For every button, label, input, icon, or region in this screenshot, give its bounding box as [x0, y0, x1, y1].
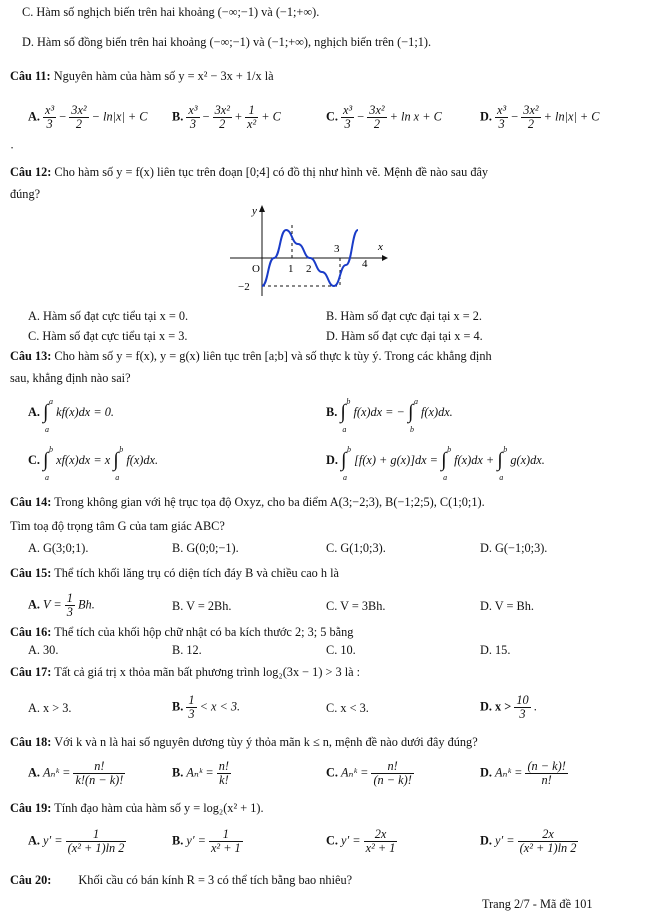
q12-line2: đúng? [10, 187, 41, 201]
q19-option-b: B. y′ = $\frac{1}{\text{x² + 1}}$ [172, 827, 241, 855]
q13-option-a: A. a ∫ a kf(x)dx = 0. [28, 397, 114, 434]
q13-line2: sau, khẳng định nào sai? [10, 371, 131, 385]
q16-option-b: B. 12. [172, 643, 202, 657]
graph-y-arrow [259, 205, 265, 212]
q11-label: Câu 11: [10, 69, 51, 83]
q12: Câu 12: Cho hàm số y = f(x) liên tục trên đoạn [0;4] có đồ thị như hình vẽ. Mệnh đề nào sau đây [10, 165, 489, 179]
stray-dot: · [10, 141, 15, 155]
q15: Câu 15: Thể tích khối lăng trụ có diện tích đáy B và chiều cao h là [10, 566, 339, 580]
q14-option-b: B. G(0;0;−1). [172, 541, 239, 555]
q19-option-d: D. y′ = $\frac{2x}{\text{(x² + 1)ln 2}}$ [480, 827, 577, 855]
q11 [10, 68, 274, 84]
q11-option-b: B. $\frac{\text{x³}}{3}$ − $\frac{\text{3x²}}{2}$ + $\frac{1}{\text{x²}}$ + C [172, 103, 281, 131]
q12-graph [222, 200, 392, 300]
q17-option-a: A. x > 3. [28, 701, 72, 715]
q14-line2: Tìm toạ độ trọng tâm G của tam giác ABC? [10, 519, 225, 533]
graph-x-arrow [382, 255, 388, 261]
q14-option-c: C. G(1;0;3). [326, 541, 386, 555]
graph-tick-1: 1 [288, 263, 294, 275]
q13-option-b: B. b ∫ a f(x)dx = − a ∫ b f(x)dx. [326, 397, 453, 434]
graph-tick-ym2: −2 [238, 281, 250, 293]
q13-option-c: C. b ∫ a xf(x)dx = x b ∫ a f(x)dx. [28, 445, 159, 482]
q19: Câu 19: Tính đạo hàm của hàm số y = log₂(x² + 1). [10, 801, 264, 815]
q15-option-b: B. V = 2Bh. [172, 599, 232, 613]
q17-option-b: B. $\frac{1}{3}$ < x < 3. [172, 693, 241, 721]
q14: Câu 14: Trong không gian với hệ trục tọa độ Oxyz, cho ba điểm A(3;−2;3), B(−1;2;5), C(1;0;1). [10, 495, 485, 509]
q17-option-d: D. x > $\frac{10}{3}$ . [480, 693, 537, 721]
graph-tick-0: O [252, 263, 260, 275]
q13-option-d: D. b ∫ a [f(x) + g(x)]dx = b ∫ a f(x)dx + b ∫ a g(x)dx. [326, 445, 545, 482]
q11-option-d: D. $\frac{\text{x³}}{3}$ − $\frac{\text{3x²}}{2}$ + ln|x| + C [480, 103, 600, 131]
graph-x-label: x [378, 241, 383, 253]
q11-text: Nguyên hàm của hàm số y = x² − 3x + 1/x là [53, 69, 274, 83]
graph-tick-3: 3 [334, 243, 340, 255]
q18-option-a: A. Aₙᵏ = $\frac{n!}{k!(n - k)!}$ [28, 759, 124, 787]
q18: Câu 18: Với k và n là hai số nguyên dương tùy ý thỏa mãn k ≤ n, mệnh đề nào dưới đây đúng? [10, 735, 478, 749]
q13: Câu 13: Cho hàm số y = f(x), y = g(x) liên tục trên [a;b] và số thực k tùy ý. Trong các khẳng định [10, 349, 492, 363]
graph-tick-2: 2 [306, 263, 312, 275]
graph-y-label: y [252, 205, 257, 217]
q12-option-c: C. Hàm số đạt cực tiểu tại x = 3. [28, 329, 188, 343]
q16-option-a: A. 30. [28, 643, 59, 657]
q19-option-c: C. y′ = $\frac{2x}{\text{x² + 1}}$ [326, 827, 396, 855]
q14-option-a: A. G(3;0;1). [28, 541, 89, 555]
q11-option-c: C. $\frac{\text{x³}}{3}$ − $\frac{\text{3x²}}{2}$ + ln x + C [326, 103, 442, 131]
q12-option-a: A. Hàm số đạt cực tiểu tại x = 0. [28, 309, 189, 323]
q17: Câu 17: Tất cả giá trị x thỏa mãn bất phương trình log₂(3x − 1) > 3 là : [10, 665, 361, 679]
q18-option-d: D. Aₙᵏ = $\frac{(n - k)!}{n!}$ [480, 759, 566, 787]
q16-option-c: C. 10. [326, 643, 356, 657]
graph-tick-4: 4 [362, 258, 368, 270]
q17-option-c: C. x < 3. [326, 701, 369, 715]
q15-option-c: C. V = 3Bh. [326, 599, 386, 613]
q19-option-a: A. y′ = $\frac{1}{\text{(x² + 1)ln 2}}$ [28, 827, 125, 855]
q18-option-b: B. Aₙᵏ = $\frac{n!}{k!}$ [172, 759, 230, 787]
q18-option-c: C. Aₙᵏ = $\frac{n!}{(n - k)!}$ [326, 759, 412, 787]
q11-option-a: A. $\frac{\text{x³}}{3}$ − $\frac{\text{3x²}}{2}$ − ln|x| + C [28, 103, 148, 131]
page-footer: Trang 2/7 - Mã đề 101 [482, 897, 593, 911]
q15-option-a: A. V = $\frac{1}{3}$ Bh. [28, 591, 95, 619]
q16: Câu 16: Thể tích của khối hộp chữ nhật có ba kích thước 2; 3; 5 bằng [10, 625, 354, 639]
prev-option-d: D. Hàm số đồng biến trên hai khoảng (−∞;−1) và (−1;+∞), nghịch biến trên (−1;1). [22, 35, 432, 49]
q20: Câu 20: Khối cầu có bán kính R = 3 có thể tích bằng bao nhiêu? [10, 873, 353, 887]
q12-option-b: B. Hàm số đạt cực đại tại x = 2. [326, 309, 483, 323]
q12-option-d: D. Hàm số đạt cực đại tại x = 4. [326, 329, 483, 343]
q16-option-d: D. 15. [480, 643, 511, 657]
q14-option-d: D. G(−1;0;3). [480, 541, 548, 555]
q15-option-d: D. V = Bh. [480, 599, 534, 613]
prev-option-c: C. Hàm số nghịch biến trên hai khoảng (−∞;−1) và (−1;+∞). [22, 5, 320, 19]
